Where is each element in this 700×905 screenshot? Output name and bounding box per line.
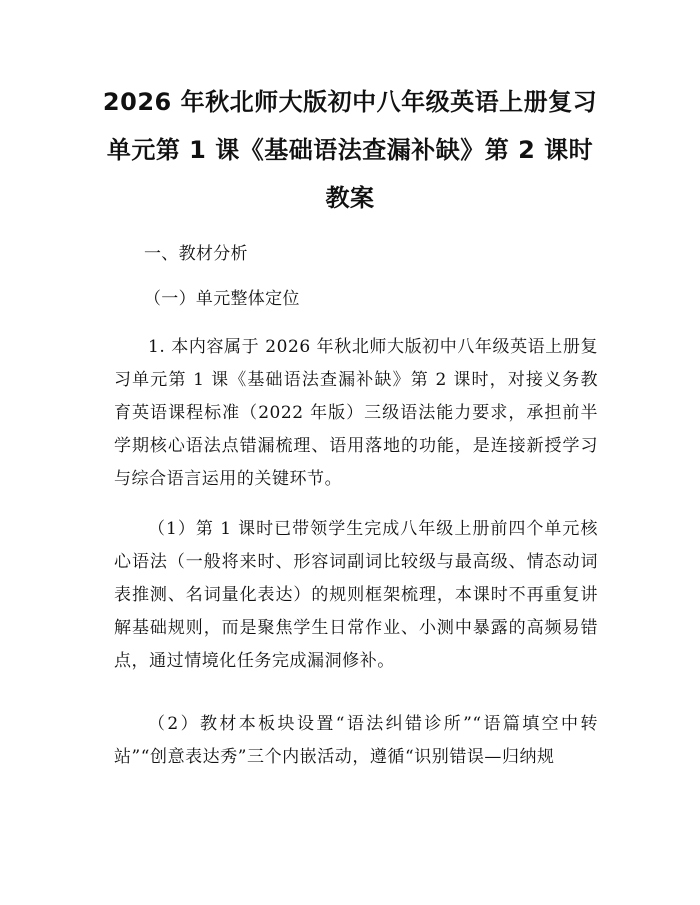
subsection-heading: （一）单元整体定位	[144, 289, 300, 309]
document-title-line-1: 2026 年秋北师大版初中八年级英语上册复习	[102, 88, 598, 116]
document-title-line-3: 教案	[325, 184, 375, 212]
paragraph-1: 1. 本内容属于 2026 年秋北师大版初中八年级英语上册复习单元第 1 课《基础语法查漏补缺》第 2 课时，对接义务教育英语课程标准（2022 年版）三级语法能力要求，承担前半学期核心语法点错漏梳理、语用落地的功能，是连接新授学习与综合语言运用的关键环节。	[114, 337, 598, 489]
paragraph-3: （2）教材本板块设置“语法纠错诊所”“语篇填空中转站”“创意表达秀”三个内嵌活动，遵循“识别错误—归纳规	[114, 714, 598, 767]
section-heading: 一、教材分析	[144, 244, 248, 264]
document-title-line-2: 单元第 1 课《基础语法查漏补缺》第 2 课时	[106, 136, 594, 164]
paragraph-2: （1）第 1 课时已带领学生完成八年级上册前四个单元核心语法（一般将来时、形容词副词比较级与最高级、情态动词表推测、名词量化表达）的规则框架梳理，本课时不再重复讲解基础规则，而是聚焦学生日常作业、小测中暴露的高频易错点，通过情境化任务完成漏洞修补。	[114, 519, 598, 671]
